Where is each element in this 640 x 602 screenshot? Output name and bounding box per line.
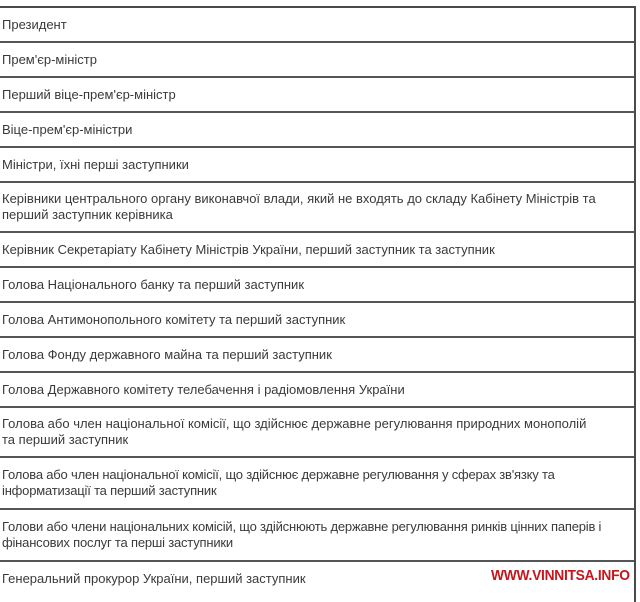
row-text: Голова Національного банку та перший заступник [2,276,305,292]
table-row [0,8,634,43]
table-row [0,510,634,562]
row-text: Голова Фонду державного майна та перший заступник [2,346,332,362]
table-row [0,183,634,233]
row-text: Віце-прем'єр-міністри [2,121,133,137]
site-watermark: WWW.VINNITSA.INFO [491,567,630,584]
row-text: Генеральний прокурор України, перший заступник [2,571,306,586]
table-row [0,78,634,113]
row-text: Голова Державного комітету телебачення і радіомовлення України [2,381,405,397]
row-text: Керівники центрального органу виконавчої влади, який не входять до складу Кабінету Міністрів та перший заступник керівника [2,191,596,222]
row-text: Прем'єр-міністр [2,51,97,67]
table-row [0,113,634,148]
table-row [0,233,634,268]
table-row [0,148,634,183]
row-text: Керівник Секретаріату Кабінету Міністрів України, перший заступник та заступник [2,241,495,257]
table-row [0,43,634,78]
table-row [0,338,634,373]
table-row [0,373,634,408]
table-row [0,408,634,458]
table-row [0,303,634,338]
table-row [0,268,634,303]
row-text: Міністри, їхні перші заступники [2,156,189,172]
row-text: Голова Антимонопольного комітету та перший заступник [2,311,346,327]
row-text: Голови або члени національних комісій, що здійснюють державне регулювання ринків цінних паперів і фінансових послуг та перші заступники [2,519,602,550]
officials-table [0,6,636,602]
row-text: Перший віце-прем'єр-міністр [2,86,176,102]
row-text: Голова або член національної комісії, що здійснює державне регулювання природних монополій та перший заступник [2,416,587,447]
row-text: Голова або член національної комісії, що здійснює державне регулювання у сферах зв'язку та інформатизації та перший заступник [2,467,555,498]
table-row [0,458,634,510]
row-text: Президент [2,16,67,32]
